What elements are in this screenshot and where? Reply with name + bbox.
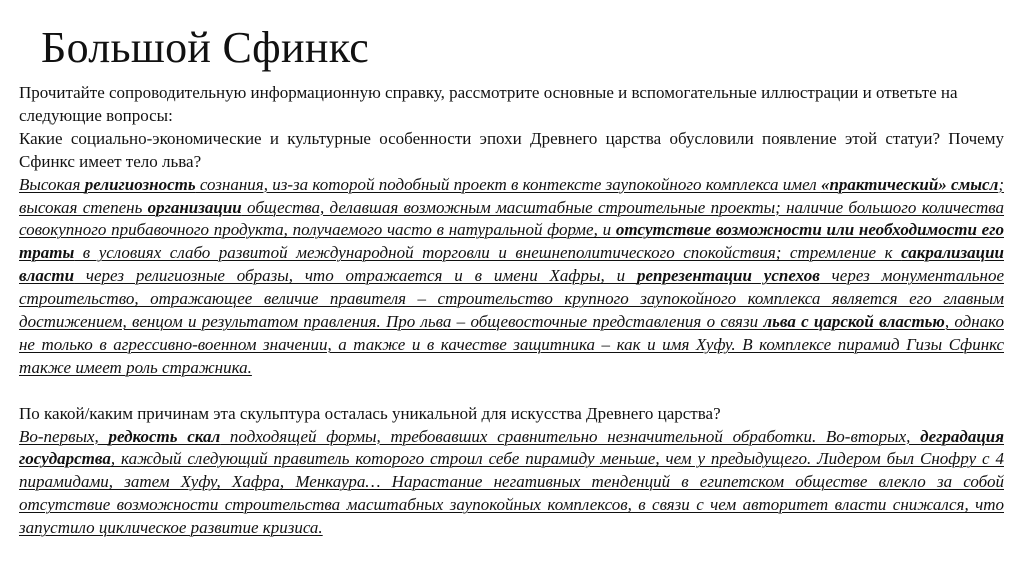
answer-text-run: Высокая bbox=[19, 174, 85, 194]
answer-text-run: , однако не только в агрессивно-военном значении, а также и в качестве защитника – как и имя Хуфу. В комплексе пирамид Гизы Сфинкс также имеет роль стражника. bbox=[19, 312, 1004, 377]
question-2: По какой/каким причинам эта скульптура осталась уникальной для искусства Древнего царства? bbox=[19, 403, 721, 423]
emphasized-term: репрезентации успехов bbox=[636, 266, 820, 286]
answer-text-run: , каждый следующий правитель которого строил себе пирамиду меньше, чем у предыдущего. Лидером был Снофру с 4 пирамидами, затем Хуфу, Хафра, Менкаура… Нарастание негативных тенденций в египетском обществе влекло за собой отсутствие возможности строительства масштабных заупокойных комплексов, в связи с чем авторитет власти снижался, что запустило циклическое развитие кризиса. bbox=[19, 449, 1004, 538]
answer-text-run: через религиозные образы, что отражается и в имени Хафры, и bbox=[74, 266, 637, 286]
paragraph-gap bbox=[19, 380, 1004, 403]
emphasized-term: деградация государства bbox=[19, 426, 1004, 469]
page-title: Большой Сфинкс bbox=[41, 23, 370, 72]
question-1: Какие социально-экономические и культурные особенности эпохи Древнего царства обусловили появление этой статуи? Почему Сфинкс имеет тело льва? bbox=[19, 128, 1004, 171]
emphasized-term: отсутствие возможности или необходимости его траты bbox=[19, 220, 1004, 263]
answer-text-run: сознания, из-за которой подобный проект в контексте заупокойного комплекса имел bbox=[195, 174, 821, 194]
emphasized-term: редкость скал bbox=[108, 426, 221, 446]
intro-text: Прочитайте сопроводительную информационную справку, рассмотрите основные и вспомогательные иллюстрации и ответьте на следующие вопросы: bbox=[19, 83, 958, 125]
answer-1 bbox=[19, 174, 1004, 380]
emphasized-term: льва с царской властью bbox=[763, 312, 945, 332]
answer-2 bbox=[19, 426, 1004, 541]
answer-text-run: в условиях слабо развитой международной торговли и внешнеполитического спокойствия; стремление к bbox=[74, 243, 902, 263]
answer-text-run: общества, делавшая возможным масштабные строительные проекты; наличие большого количества совокупного прибавочного продукта, получаемого часто в натуральной форме, и bbox=[19, 197, 1005, 240]
answer-text-run: Во-первых, bbox=[19, 426, 109, 446]
answer-text-run: ; высокая степень bbox=[19, 174, 1004, 217]
emphasized-term: сакрализации власти bbox=[19, 243, 1004, 286]
answer-text-run: через монументальное строительство, отражающее величие правителя – строительство крупного заупокойного комплекса является его главным достижением, венцом и результатом правления. Про льва – общевосточные представления о связи bbox=[19, 266, 1004, 332]
emphasized-term: организации bbox=[147, 197, 242, 217]
emphasized-term: «практический» смысл bbox=[820, 174, 999, 194]
slide-body bbox=[19, 82, 1004, 540]
emphasized-term: религиозность bbox=[84, 174, 196, 194]
answer-text-run: подходящей формы, требовавших сравнительно незначительной обработки. Во-вторых, bbox=[220, 426, 921, 446]
